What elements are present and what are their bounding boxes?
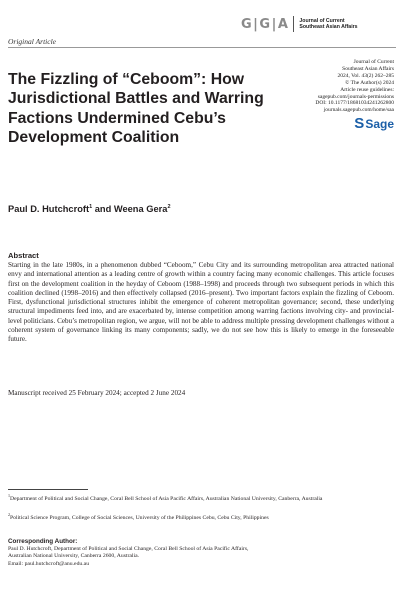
corresponding-line-2: Australian National University, Canberra 2600, Australia.	[8, 553, 140, 560]
header-rule	[8, 47, 396, 48]
journal-name-line2: Southeast Asian Affairs	[299, 24, 358, 30]
author-conjunction: and	[92, 204, 114, 215]
journal-header	[241, 14, 397, 34]
meta-volume: 2024, Vol. 43(2) 262–285	[337, 72, 394, 79]
affiliation-2	[8, 511, 396, 522]
journal-name	[299, 18, 357, 31]
meta-journal-2: Southeast Asian Affairs	[342, 65, 394, 72]
article-title: The Fizzling of “Ceboom”: How Jurisdictional Battles and Warring Factions Undermined Cebu’s Development Coalition	[8, 71, 264, 146]
article-metadata	[254, 59, 394, 131]
corresponding-author-heading: Corresponding Author:	[8, 538, 78, 545]
sage-s-icon: S	[354, 115, 364, 133]
sage-wordmark: Sage	[365, 117, 394, 132]
meta-homepage-link[interactable]: journals.sagepub.com/home/saa	[323, 107, 394, 114]
meta-copyright: © The Author(s) 2024	[345, 79, 394, 86]
affiliation-text: Political Science Program, College of Social Sciences, University of the Philippines Cebu, Cebu City, Philippines	[10, 514, 269, 521]
meta-journal-1: Journal of Current	[353, 59, 394, 65]
corresponding-author-details	[8, 546, 396, 568]
journal-name-line1: Journal of Current	[299, 17, 345, 24]
meta-doi[interactable]: DOI: 10.1177/18681034241262800	[315, 100, 394, 107]
sage-logo	[254, 117, 394, 131]
affiliation-mark: 1	[8, 493, 10, 498]
author-name: Weena Gera	[113, 204, 168, 215]
manuscript-dates: Manuscript received 25 February 2024; accepted 2 June 2024	[8, 389, 186, 397]
article-type: Original Article	[8, 37, 56, 46]
meta-permissions-link[interactable]: sagepub.com/journals-permissions	[317, 93, 394, 100]
corresponding-line-1: Paul D. Hutchcroft, Department of Political and Social Change, Coral Bell School of Asia Pacific Affairs,	[8, 546, 249, 552]
author-list	[8, 204, 171, 214]
header-divider	[293, 16, 294, 32]
affiliation-mark: 2	[8, 512, 10, 517]
author-affiliation-mark: 2	[167, 204, 171, 210]
author-affiliation-mark: 1	[89, 204, 93, 210]
corresponding-email[interactable]: Email: paul.hutchcroft@anu.edu.au	[8, 560, 90, 567]
affiliation-text: Department of Political and Social Change, Coral Bell School of Asia Pacific Affairs, Australian National University, Canberra, Australia	[10, 495, 323, 502]
abstract-heading: Abstract	[8, 251, 39, 260]
footnote-rule	[8, 489, 88, 490]
meta-reuse-label[interactable]: Article reuse guidelines:	[340, 86, 394, 93]
giga-logo: G|G|A	[241, 16, 290, 32]
author-name: Paul D. Hutchcroft	[8, 204, 90, 215]
affiliation-1	[8, 492, 396, 503]
abstract-text: Starting in the late 1980s, in a phenomenon dubbed “Ceboom,” Cebu City and its surrounding metropolitan area attracted national envy and international attention as a leading centre of growth within a country facing many economic challenges. This article focuses first on the development coalition in the heyday of Ceboom (1988–1998) and proceeds through two subsequent periods in which this coalition declined (1998–2016) and then effectively collapsed (2016–present). Two important factors explain the fizzling of Ceboom. First, dysfunctional jurisdictional structures inhibit the emergence of coherent metropolitan governance; second, these underlying structural impediments feed into, and are exacerbated by, intense competition among warring factions involving city- and provincial-level politicians. Cebu’s metropolitan region, we argue, will not be able to address multiple pressing development challenges without a coherent system of governance linking its many components; sadly, we do not see how this is likely to emerge in the foreseeable future.	[8, 261, 394, 344]
